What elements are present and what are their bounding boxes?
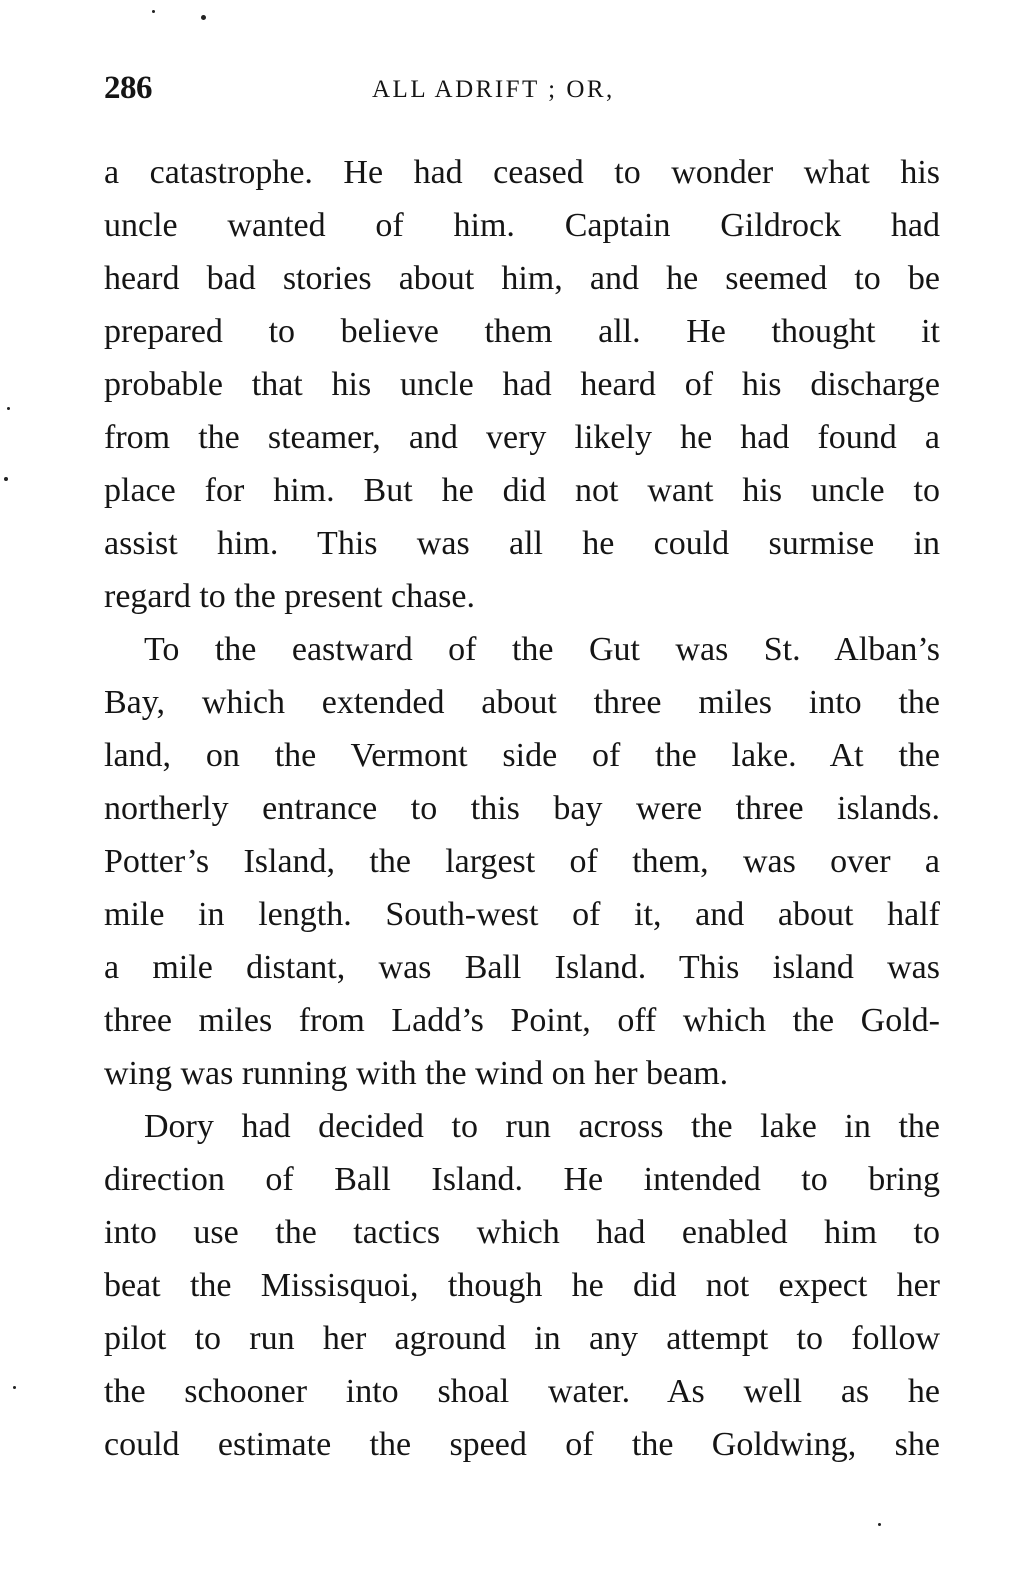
text-line: a catastrophe. He had ceased to wonder what his — [104, 154, 940, 191]
text-line: pilot to run her aground in any attempt to follow — [104, 1320, 940, 1357]
text-line: northerly entrance to this bay were three islands. — [104, 790, 940, 827]
paragraph-3 — [104, 1100, 940, 1471]
body-text — [104, 146, 940, 1471]
page-number: 286 — [104, 70, 152, 106]
text-line: Bay, which extended about three miles into the — [104, 684, 940, 721]
text-line: To the eastward of the Gut was St. Alban’s — [144, 631, 940, 668]
scan-speck — [152, 10, 155, 13]
scan-speck — [201, 15, 206, 20]
text-line: assist him. This was all he could surmise in — [104, 525, 940, 562]
running-head: ALL ADRIFT ; OR, — [372, 76, 615, 103]
text-line: could estimate the speed of the Goldwing, she — [104, 1426, 940, 1463]
scan-speck — [4, 477, 8, 481]
text-line: heard bad stories about him, and he seemed to be — [104, 260, 940, 297]
text-line: prepared to believe them all. He thought it — [104, 313, 940, 350]
text-line: three miles from Ladd’s Point, off which the Gold- — [104, 1002, 940, 1039]
text-line: from the steamer, and very likely he had found a — [104, 419, 940, 456]
text-line: the schooner into shoal water. As well as he — [104, 1373, 940, 1410]
text-line: direction of Ball Island. He intended to bring — [104, 1161, 940, 1198]
scan-speck — [13, 1386, 16, 1389]
text-line: into use the tactics which had enabled him to — [104, 1214, 940, 1251]
paragraph-1 — [104, 146, 940, 623]
text-line: mile in length. South-west of it, and about half — [104, 896, 940, 933]
text-line: wing was running with the wind on her beam. — [104, 1055, 729, 1092]
text-line: Dory had decided to run across the lake in the — [144, 1108, 940, 1145]
text-line: regard to the present chase. — [104, 578, 475, 615]
text-line: Potter’s Island, the largest of them, was over a — [104, 843, 940, 880]
text-line: land, on the Vermont side of the lake. At the — [104, 737, 940, 774]
paragraph-2 — [104, 623, 940, 1100]
scan-speck — [878, 1523, 881, 1526]
page-header — [104, 68, 940, 108]
text-line: beat the Missisquoi, though he did not expect her — [104, 1267, 940, 1304]
scan-speck — [7, 407, 10, 410]
text-line: place for him. But he did not want his uncle to — [104, 472, 940, 509]
text-line: probable that his uncle had heard of his discharge — [104, 366, 940, 403]
text-line: uncle wanted of him. Captain Gildrock had — [104, 207, 940, 244]
text-line: a mile distant, was Ball Island. This island was — [104, 949, 940, 986]
